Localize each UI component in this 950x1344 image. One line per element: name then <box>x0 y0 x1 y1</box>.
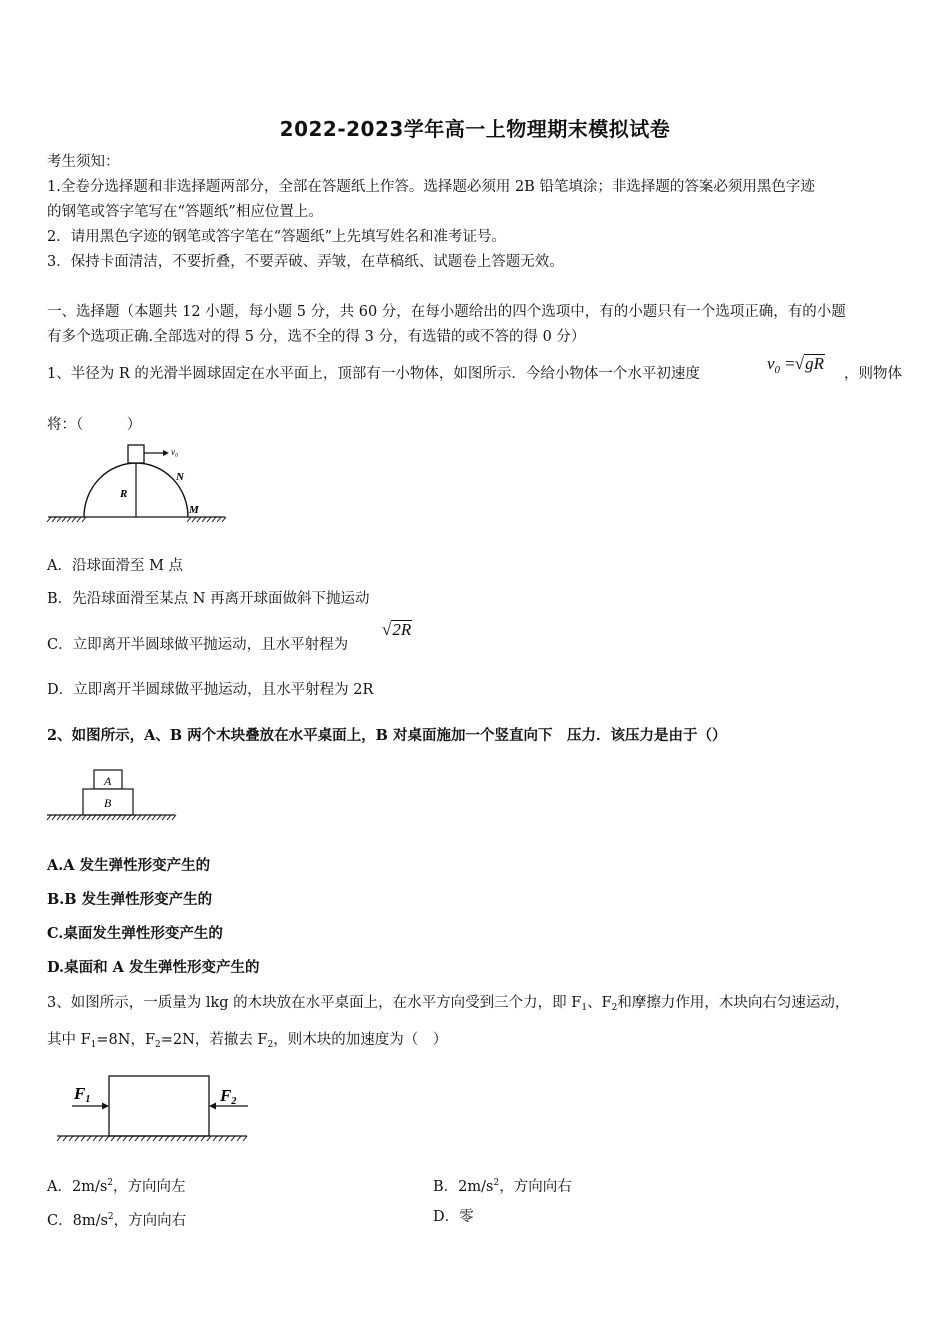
q1-stem-c: 将：（ ） <box>47 417 142 433</box>
q3-line2-part-c: =2N，若撤去 F <box>160 1032 268 1048</box>
q3-line1-sub-2: 2 <box>611 1003 618 1013</box>
q3-line2-part-d: ，则木块的加速度为（ ） <box>273 1032 448 1048</box>
notice-line-3: 3．保持卡面清洁，不要折叠，不要弄破、弄皱，在草稿纸、试题卷上答题无效。 <box>47 254 564 270</box>
q2-option-c: C.桌面发生弹性形变产生的 <box>47 925 223 942</box>
q3-line2-sub-3: 2 <box>267 1040 274 1050</box>
q3-fig-F1-label: F1 <box>74 1084 91 1105</box>
q1-formula-radicand: gR <box>805 354 824 373</box>
q3-option-d: D．零 <box>433 1209 474 1225</box>
q1-option-a: A．沿球面滑至 M 点 <box>47 558 184 574</box>
section-instructions-1: 一、选择题（本题共 12 小题，每小题 5 分，共 60 分，在每小题给出的四个选项中，有的小题只有一个选项正确，有的小题 <box>47 304 846 320</box>
q3-option-b: B．$2m/s^2$，方向向右 <box>433 1178 572 1195</box>
q3-line2-part-b: =8N，F <box>96 1032 156 1048</box>
q3-stem-line-1 <box>47 993 849 1018</box>
q3-option-a: A．$2m/s^2$，方向向左 <box>47 1178 186 1195</box>
page-title: 2022-2023学年高一上物理期末模拟试卷 <box>279 117 671 141</box>
q2-stem: 2、如图所示，A、B 两个木块叠放在水平桌面上，B 对桌面施加一个竖直向下 压力．该压力是由于（） <box>47 727 727 744</box>
q3-line1-part-b: 、F <box>587 995 612 1011</box>
notice-line-2: 2．请用黑色字迹的钢笔或答字笔在“答题纸”上先填写姓名和准考证号。 <box>47 229 507 245</box>
q1-stem-a: 1、半径为 R 的光滑半圆球固定在水平面上，顶部有一小物体，如图所示．今给小物体一个水平初速度 <box>47 366 700 382</box>
q1-fig-v0-label: v₀ <box>171 447 179 457</box>
q1-option-c-radical-sign: √ <box>382 620 392 639</box>
q1-hemisphere-figure <box>45 440 230 530</box>
q1-option-b: B．先沿球面滑至某点 N 再离开球面做斜下抛运动 <box>47 591 370 607</box>
q3-block-forces-figure <box>52 1072 252 1148</box>
q3-line1-part-c: 和摩擦力作用，木块向右匀速运动， <box>617 995 850 1011</box>
q3-option-c: C．$8m/s^2$，方向向右 <box>47 1212 187 1229</box>
section-instructions-2: 有多个选项正确.全部选对的得 5 分，选不全的得 3 分，有选错的或不答的得 0 分） <box>47 329 586 345</box>
q1-formula-lhs: v <box>767 354 775 373</box>
q2-stacked-blocks-figure <box>45 766 180 828</box>
notice-line-1b: 的钢笔或答字笔写在“答题纸”相应位置上。 <box>47 204 323 220</box>
q2-option-a: A.A 发生弹性形变产生的 <box>47 857 211 874</box>
q1-formula-eq: = <box>785 354 795 373</box>
q3-line1-sub-1: 1 <box>581 1003 588 1013</box>
q1-formula: $v_0 =√gR$ <box>767 354 824 377</box>
q1-option-d: D．立即离开半圆球做平抛运动，且水平射程为 2R <box>47 682 374 698</box>
notice-line-1a: 1.全卷分选择题和非选择题两部分，全部在答题纸上作答。选择题必须用 2B 铅笔填涂；非选择题的答案必须用黑色字迹 <box>47 179 815 195</box>
q2-option-d: D.桌面和 A 发生弹性形变产生的 <box>47 959 260 976</box>
q2-option-b: B.B 发生弹性形变产生的 <box>47 891 213 908</box>
notice-heading: 考生须知： <box>47 154 120 170</box>
q1-fig-R-label: R <box>120 488 128 500</box>
q1-stem-b: ，则物体 <box>844 366 902 382</box>
q1-formula-sub: 0 <box>774 364 781 377</box>
q3-fig-F2-label: F2 <box>220 1086 237 1107</box>
q2-fig-A-label: A <box>104 774 112 788</box>
q3-line2-sub-1: 1 <box>90 1040 97 1050</box>
q3-line1-part-a: 3、如图所示，一质量为 lkg 的木块放在水平桌面上，在水平方向受到三个力，即 F <box>47 995 582 1011</box>
q1-option-c-radicand: 2R <box>392 620 412 639</box>
q2-fig-B-label: B <box>104 796 112 810</box>
q3-line2-part-a: 其中 F <box>47 1032 91 1048</box>
q3-stem-line-2 <box>47 1030 447 1055</box>
q1-option-c: C．立即离开半圆球做平抛运动，且水平射程为 <box>47 637 349 653</box>
q3-line2-sub-2: 2 <box>155 1040 161 1050</box>
q1-option-c-formula <box>382 620 412 640</box>
q1-fig-N-label: N <box>176 471 184 483</box>
q1-fig-M-label: M <box>189 504 199 516</box>
